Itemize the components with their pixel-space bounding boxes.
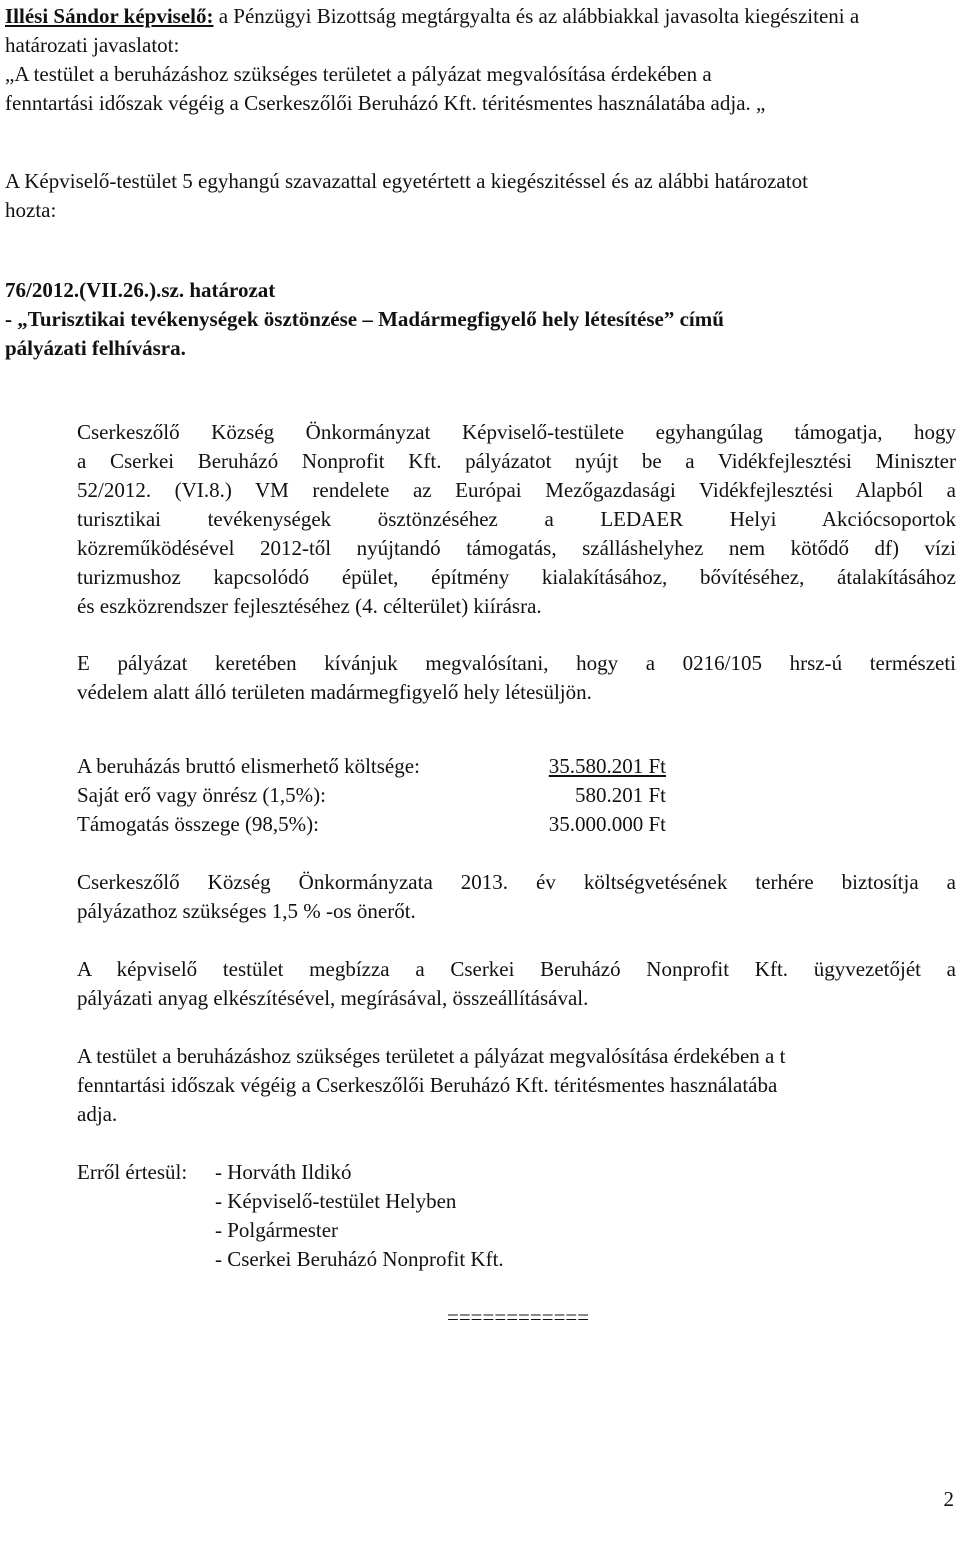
amount-label: Saját erő vagy önrész (1,5%): bbox=[77, 783, 326, 807]
intro-quote-line-2: fenntartási időszak végéig a Cserkeszőlői Beruházó Kft. téritésmentes használatába adja. „ bbox=[5, 91, 766, 115]
body-p1-line: turisztikai tevékenységek ösztönzéséhez a LEDAER Helyi Akciócsoportok bbox=[77, 507, 956, 531]
resolution-number: 76/2012.(VII.26.).sz. határozat bbox=[5, 278, 276, 302]
mandate-line: A képviselő testület megbízza a Cserkei Beruházó Nonprofit Kft. ügyvezetőjét a bbox=[77, 957, 956, 981]
page-number: 2 bbox=[943, 1487, 954, 1511]
distribution-recipient: - Képviselő-testület Helyben bbox=[215, 1189, 457, 1213]
body-p1-line: turizmushoz kapcsolódó épület, építmény kialakításához, bővítéséhez, átalakításához bbox=[77, 565, 956, 589]
resolution-title-line-2: pályázati felhívásra. bbox=[5, 336, 186, 360]
amount-value: 35.580.201 Ft bbox=[548, 754, 666, 778]
usage-paragraph bbox=[77, 1042, 956, 1129]
distribution-recipient: - Cserkei Beruházó Nonprofit Kft. bbox=[215, 1247, 504, 1271]
intro-paragraph bbox=[5, 2, 956, 118]
budget-paragraph bbox=[77, 868, 956, 926]
distribution-recipient: - Polgármester bbox=[215, 1218, 339, 1242]
usage-line: fenntartási időszak végéig a Cserkeszőlői Beruházó Kft. téritésmentes használatába bbox=[77, 1073, 778, 1097]
resolution-title-line-1: - „Turisztikai tevékenységek ösztönzése – Madármegfigyelő hely létesítése” című bbox=[5, 307, 724, 331]
body-p1-line: a Cserkei Beruházó Nonprofit Kft. pályázatot nyújt be a Vidékfejlesztési Miniszter bbox=[77, 449, 956, 473]
amount-value: 580.201 Ft bbox=[574, 783, 666, 807]
mandate-line: pályázati anyag elkészítésével, megírásával, összeállításával. bbox=[77, 986, 589, 1010]
mandate-paragraph bbox=[77, 955, 956, 1013]
intro-text-1: a Pénzügyi Bizottság megtárgyalta és az alábbiakkal javasolta kiegésziteni a bbox=[213, 4, 860, 28]
distribution-recipient: - Horváth Ildikó bbox=[215, 1160, 352, 1184]
closing-separator: ============ bbox=[447, 1305, 590, 1329]
usage-line: adja. bbox=[77, 1102, 118, 1126]
amount-row-total bbox=[77, 752, 666, 781]
amount-label: A beruházás bruttó elismerhető költsége: bbox=[77, 754, 420, 778]
amount-row-own-share bbox=[77, 781, 666, 810]
resolution-heading bbox=[5, 276, 956, 363]
budget-line: pályázathoz szükséges 1,5 % -os önerőt. bbox=[77, 899, 416, 923]
amount-row-grant bbox=[77, 810, 666, 839]
body-p2-line: védelem alatt álló területen madármegfigyelő hely létesüljön. bbox=[77, 680, 592, 704]
amount-value: 35.000.000 Ft bbox=[548, 812, 666, 836]
body-p1-line: és eszközrendszer fejlesztéséhez (4. célterület) kiírásra. bbox=[77, 594, 542, 618]
vote-paragraph bbox=[5, 167, 956, 225]
intro-line-2: határozati javaslatot: bbox=[5, 33, 180, 57]
resolution-body-paragraph-2 bbox=[77, 649, 956, 707]
usage-line: A testület a beruházáshoz szükséges területet a pályázat megvalósítása érdekében a t bbox=[77, 1044, 786, 1068]
speaker-name: Illési Sándor képviselő: bbox=[5, 4, 214, 28]
body-p2-line: E pályázat keretében kívánjuk megvalósítani, hogy a 0216/105 hrsz-ú természeti bbox=[77, 651, 956, 675]
vote-line-1: A Képviselő-testület 5 egyhangú szavazattal egyetértett a kiegészitéssel és az alábbi határozatot bbox=[5, 169, 808, 193]
budget-line: Cserkeszőlő Község Önkormányzata 2013. év költségvetésének terhére biztosítja a bbox=[77, 870, 956, 894]
body-p1-line: közreműködésével 2012-től nyújtandó támogatás, szálláshelyhez nem kötődő df) vízi bbox=[77, 536, 956, 560]
intro-line-1 bbox=[5, 2, 956, 31]
body-p1-line: Cserkeszőlő Község Önkormányzat Képviselő-testülete egyhangúlag támogatja, hogy bbox=[77, 420, 956, 444]
vote-line-2: hozta: bbox=[5, 198, 57, 222]
resolution-body-paragraph-1 bbox=[77, 418, 956, 621]
distribution-label: Erről értesül: bbox=[77, 1160, 188, 1184]
intro-quote-line-1: „A testület a beruházáshoz szükséges területet a pályázat megvalósítása érdekében a bbox=[5, 62, 712, 86]
amount-label: Támogatás összege (98,5%): bbox=[77, 812, 320, 836]
body-p1-line: 52/2012. (VI.8.) VM rendelete az Európai Mezőgazdasági Vidékfejlesztési Alapból a bbox=[77, 478, 956, 502]
